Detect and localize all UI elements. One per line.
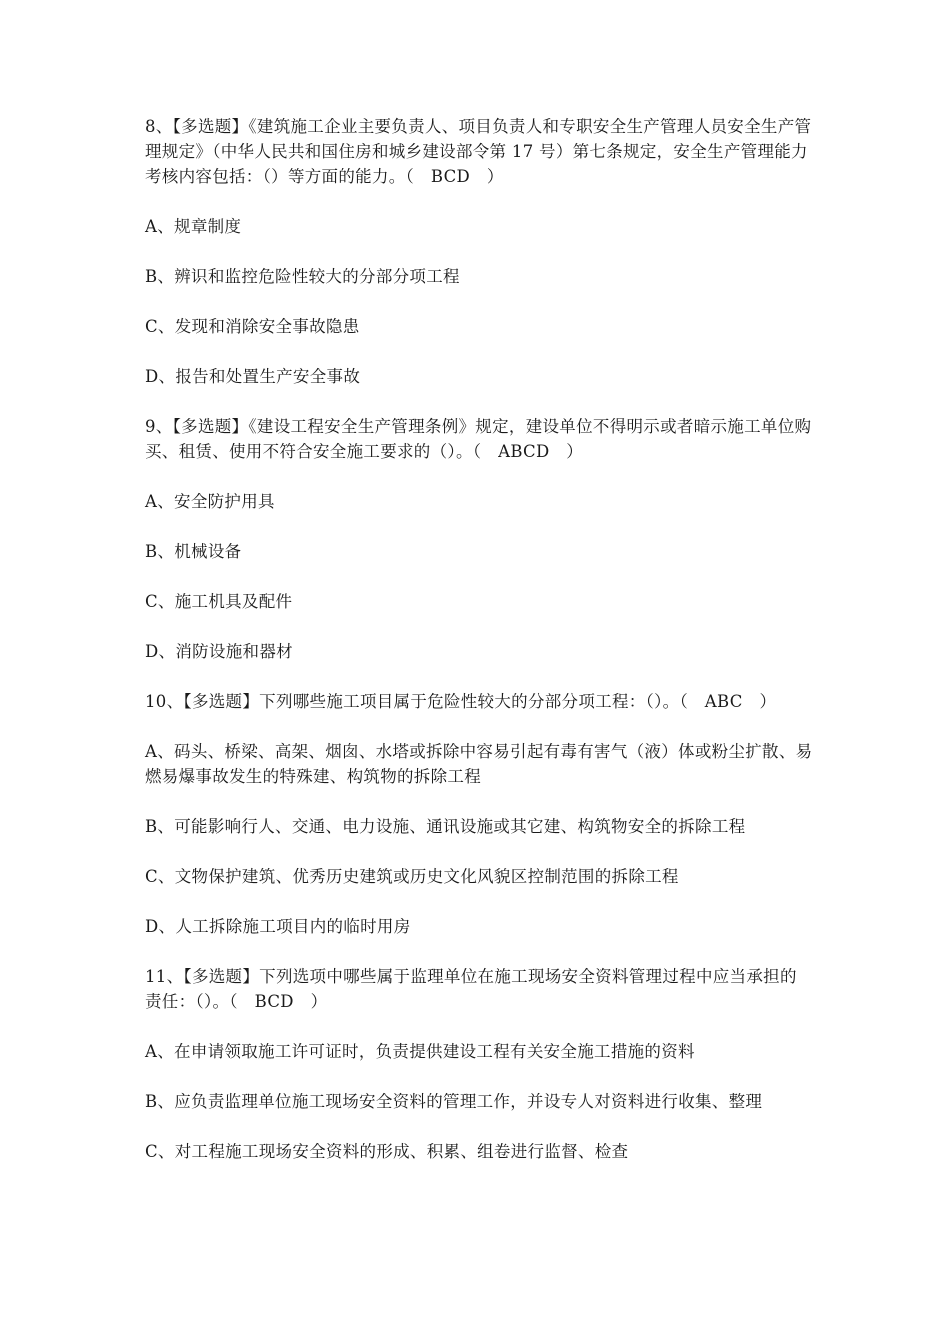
question-text: 9、【多选题】《建设工程安全生产管理条例》规定，建设单位不得明示或者暗示施工单位购买、租赁、使用不符合安全施工要求的（）。（ ABCD ） <box>145 417 812 461</box>
question-10 <box>145 689 813 939</box>
option-d: D、人工拆除施工项目内的临时用房 <box>145 917 411 936</box>
option-b: B、辨识和监控危险性较大的分部分项工程 <box>145 267 460 286</box>
option-a: A、安全防护用具 <box>145 492 275 511</box>
question-11 <box>145 964 813 1164</box>
document-page <box>145 114 813 1189</box>
option-b: B、可能影响行人、交通、电力设施、通讯设施或其它建、构筑物安全的拆除工程 <box>145 817 746 836</box>
option-d: D、消防设施和器材 <box>145 642 293 661</box>
option-b: B、机械设备 <box>145 542 242 561</box>
option-d: D、报告和处置生产安全事故 <box>145 367 361 386</box>
option-c: C、施工机具及配件 <box>145 592 293 611</box>
question-text: 11、【多选题】下列选项中哪些属于监理单位在施工现场安全资料管理过程中应当承担的责任：（）。（ BCD ） <box>145 967 797 1011</box>
question-text: 10、【多选题】下列哪些施工项目属于危险性较大的分部分项工程：（）。（ ABC ） <box>145 692 777 711</box>
question-9 <box>145 414 813 664</box>
option-a: A、码头、桥梁、高架、烟囱、水塔或拆除中容易引起有毒有害气（液）体或粉尘扩散、易燃易爆事故发生的特殊建、构筑物的拆除工程 <box>145 742 813 786</box>
question-text: 8、【多选题】《建筑施工企业主要负责人、项目负责人和专职安全生产管理人员安全生产管理规定》（中华人民共和国住房和城乡建设部令第 17 号）第七条规定，安全生产管理能力考核内容包括：（）等方面的能力。（ BCD ） <box>145 117 812 186</box>
option-c: C、发现和消除安全事故隐患 <box>145 317 360 336</box>
option-c: C、对工程施工现场安全资料的形成、积累、组卷进行监督、检查 <box>145 1142 629 1161</box>
option-b: B、应负责监理单位施工现场安全资料的管理工作，并设专人对资料进行收集、整理 <box>145 1092 763 1111</box>
option-a: A、规章制度 <box>145 217 242 236</box>
option-c: C、文物保护建筑、优秀历史建筑或历史文化风貌区控制范围的拆除工程 <box>145 867 679 886</box>
question-8 <box>145 114 813 389</box>
option-a: A、在申请领取施工许可证时，负责提供建设工程有关安全施工措施的资料 <box>145 1042 695 1061</box>
